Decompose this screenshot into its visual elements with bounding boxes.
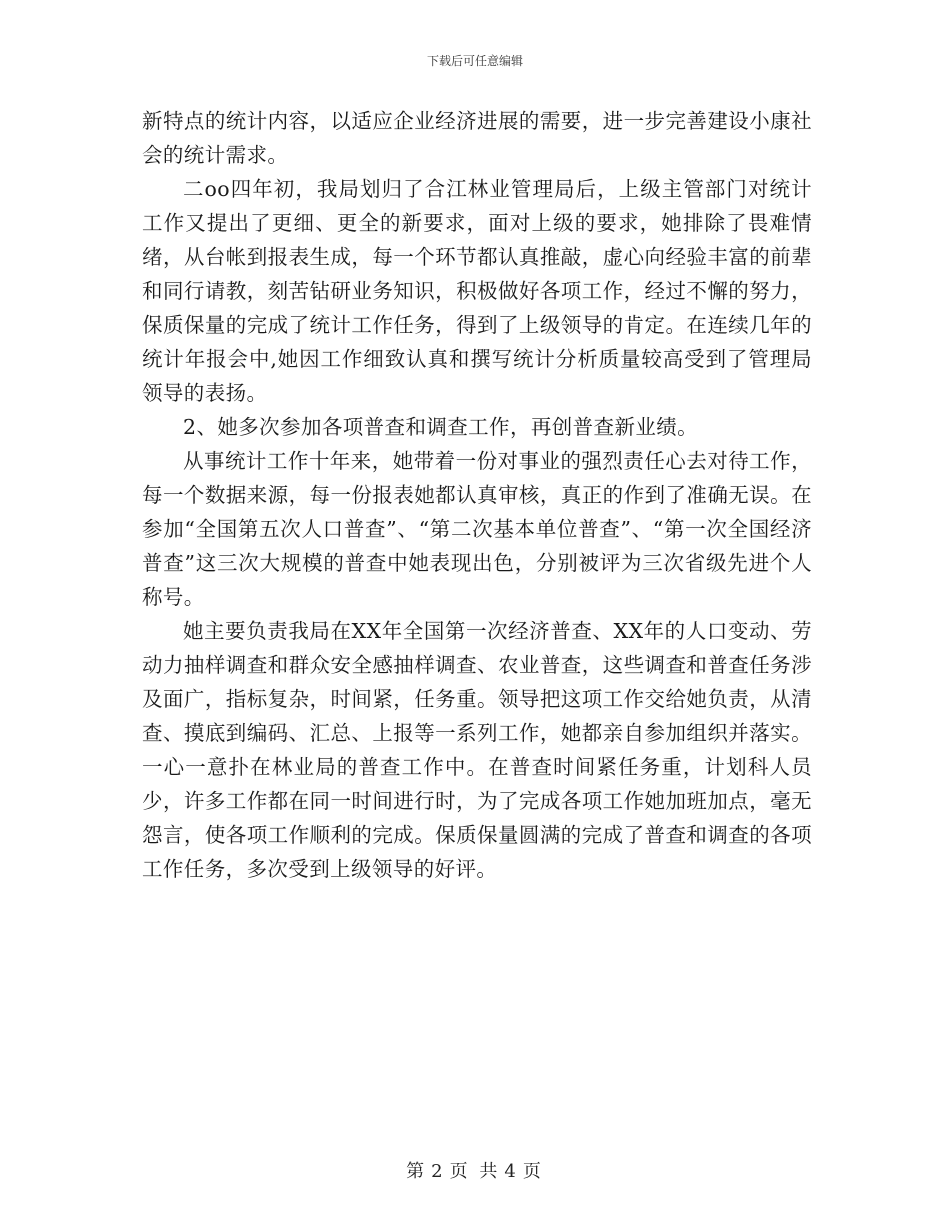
footer-suffix: 页 (522, 1161, 544, 1182)
footer-prefix: 第 (406, 1161, 428, 1182)
paragraph-heading-census: 2、她多次参加各项普查和调查工作，再创普查新业绩。 (183, 415, 699, 439)
page-header: 下载后可任意编辑 (426, 54, 523, 68)
footer-middle: 页 共 (449, 1161, 501, 1182)
page-footer (0, 1157, 950, 1183)
paragraph-responsibilities: 她主要负责我局在XX年全国第一次经济普查、XX年的人口变动、劳动力抽样调查和群众安全感抽样调查、农业普查，这些调查和普查任务涉及面广，指标复杂，时间紧，任务重。领导把这项工作交给她负责，从清查、摸底到编码、汇总、上报等一系列工作，她都亲自参加组织并落实。一心一意扑在林业局的普查工作中。在普查时间紧任务重，计划科人员少，许多工作都在同一时间进行时，为了完成各项工作她加班加点，毫无怨言，使各项工作顺利的完成。保质保量圆满的完成了普查和调查的各项工作任务，多次受到上级领导的好评。 (142, 619, 812, 881)
paragraph-continuation: 新特点的统计内容，以适应企业经济进展的需要，进一步完善建设小康社会的统计需求。 (142, 109, 812, 167)
document-body (142, 104, 812, 886)
paragraph-ten-years: 从事统计工作十年来，她带着一份对事业的强烈责任心去对待工作，每一个数据来源，每一份报表她都认真审核，真正的作到了准确无误。在参加“全国第五次人口普查”、“第二次基本单位普查”、“第一次全国经济普查”这三次大规模的普查中她表现出色，分别被评为三次省级先进个人称号。 (142, 449, 812, 609)
footer-total-pages: 4 (504, 1161, 519, 1182)
footer-current-page: 2 (431, 1161, 446, 1182)
paragraph-2004-work: 二oo四年初，我局划归了合江林业管理局后，上级主管部门对统计工作又提出了更细、更全的新要求，面对上级的要求，她排除了畏难情绪，从台帐到报表生成，每一个环节都认真推敲，虚心向经验丰富的前辈和同行请教，刻苦钻研业务知识，积极做好各项工作，经过不懈的努力，保质保量的完成了统计工作任务，得到了上级领导的肯定。在连续几年的统计年报会中,她因工作细致认真和撰写统计分析质量较高受到了管理局领导的表扬。 (142, 177, 812, 405)
